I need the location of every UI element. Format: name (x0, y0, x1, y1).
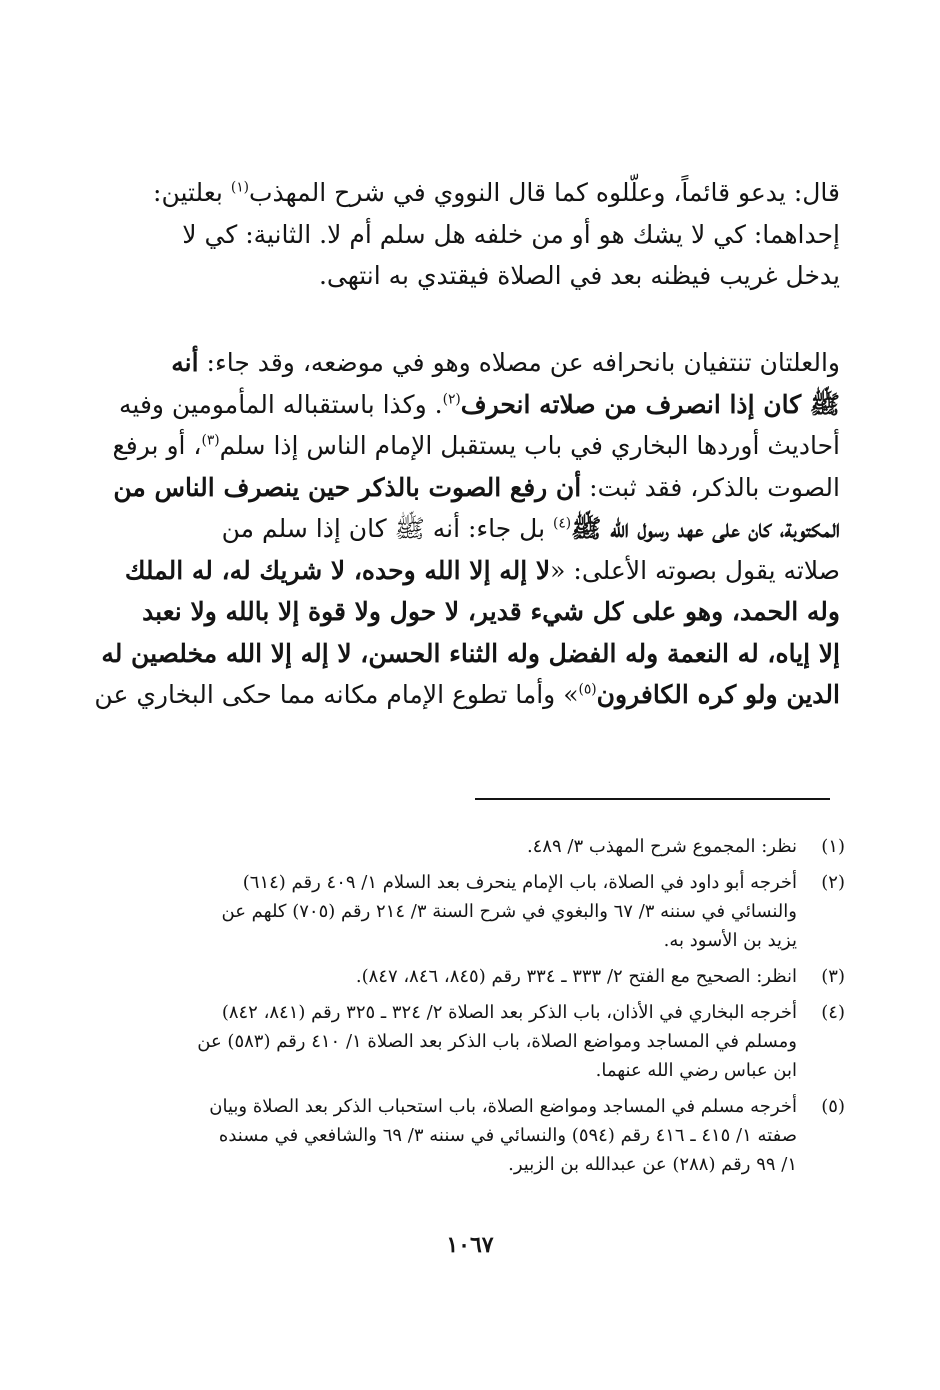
footnote-line: أخرجه مسلم في المساجد ومواضع الصلاة، باب استحباب الذكر بعد الصلاة وبيان (209, 1096, 797, 1117)
text-line (100, 342, 840, 384)
paragraph-1 (100, 172, 840, 297)
text-line: وله الحمد، وهو على كل شيء قدير، لا حول ولا قوة إلا بالله ولا نعبد (142, 597, 840, 626)
footnote-line: صفته ١/ ٤١٥ ـ ٤١٦ رقم (٥٩٤) والنسائي في سننه ٣/ ٦٩ والشافعي في مسنده (218, 1125, 797, 1146)
footnote-2 (100, 868, 845, 955)
text-span: قال: يدعو قائماً، وعلّلوه كما قال النووي في شرح المهذب (248, 178, 840, 207)
footnote-line: ابن عباس رضي الله عنهما. (595, 1060, 797, 1081)
footnote-ref-5: (٥) (578, 681, 597, 698)
bold-text: الدين ولو كره الكافرون (596, 680, 840, 709)
bold-text: أن رفع الصوت بالذكر حين ينصرف الناس من (113, 472, 582, 502)
footnote-number: (١) (821, 836, 845, 857)
text-line (94, 674, 840, 716)
text-line (100, 172, 840, 214)
page-number: ١٠٦٧ (446, 1232, 494, 1258)
footnote-line: انظر: الصحيح مع الفتح ٢/ ٣٣٣ ـ ٣٣٤ رقم (٨٤٥، ٨٤٦، ٨٤٧). (355, 966, 797, 987)
footnote-number: (٤) (821, 1002, 845, 1023)
text-span: بل جاء: أنه ﷺ كان إذا سلم من (221, 514, 554, 543)
text-span: أحاديث أوردها البخاري في باب يستقبل الإمام الناس إذا سلم (219, 431, 840, 460)
text-span: بعلتين: (153, 178, 231, 207)
footnote-ref-1: (١) (230, 179, 249, 196)
footnote-ref-3: (٣) (201, 432, 220, 449)
bold-text: ﷺ كان إذا انصرف من صلاته انحرف (460, 389, 840, 419)
footnote-5 (100, 1092, 845, 1179)
text-span: . وكذا باستقباله المأمومين وفيه (119, 389, 443, 419)
text-span: والعلتان تنتفيان بانحرافه عن مصلاه وهو في موضعه، وقد جاء: (198, 348, 840, 377)
footnote-1 (100, 832, 845, 861)
footnote-separator (475, 798, 830, 800)
footnote-number: (٢) (821, 872, 845, 893)
text-span: » وأما تطوع الإمام مكانه مما حكى البخاري عن (94, 680, 579, 709)
footnote-4 (100, 998, 845, 1085)
bold-text: المكتوبة، كان على عهد رسول الله ﷺ (571, 514, 840, 543)
footnote-ref-2: (٢) (442, 391, 461, 408)
footnote-ref-4: (٤) (553, 515, 572, 532)
footnote-line: ١/ ٩٩ رقم (٢٨٨) عن عبدالله بن الزبير. (508, 1154, 797, 1175)
text-span: صلاته يقول بصوته الأعلى: « (550, 555, 840, 585)
text-line (100, 508, 840, 550)
text-line (100, 384, 840, 426)
footnote-line: أخرجه أبو داود في الصلاة، باب الإمام ينحرف بعد السلام ١/ ٤٠٩ رقم (٦١٤) (242, 872, 797, 893)
footnote-number: (٥) (821, 1096, 845, 1117)
bold-text: لا إله إلا الله وحده، لا شريك له، له الملك (124, 555, 551, 585)
footnote-line: والنسائي في سننه ٣/ ٦٧ والبغوي في شرح السنة ٣/ ٢١٤ رقم (٧٠٥) كلهم عن (221, 901, 797, 922)
text-line (100, 467, 840, 509)
footnote-3 (100, 962, 845, 991)
text-line: يدخل غريب فيظنه بعد في الصلاة فيقتدي به انتهى. (318, 261, 840, 290)
text-line (100, 425, 840, 467)
text-span: الصوت بالذكر، فقد ثبت: (581, 472, 840, 502)
bold-text: أنه (171, 348, 199, 377)
footnote-line: نظر: المجموع شرح المهذب ٣/ ٤٨٩. (526, 836, 797, 857)
text-line (100, 550, 840, 592)
text-line: إحداهما: كي لا يشك هو أو من خلفه هل سلم أم لا. الثانية: كي لا (182, 219, 840, 249)
paragraph-2 (94, 342, 840, 716)
footnote-line: ومسلم في المساجد ومواضع الصلاة، باب الذكر بعد الصلاة ١/ ٤١٠ رقم (٥٨٣) عن (197, 1031, 797, 1052)
footnote-line: أخرجه البخاري في الأذان، باب الذكر بعد الصلاة ٢/ ٣٢٤ ـ ٣٢٥ رقم (٨٤١، ٨٤٢) (221, 1002, 797, 1023)
footnote-number: (٣) (821, 966, 845, 987)
text-line: إلا إياه، له النعمة وله الفضل وله الثناء الحسن، لا إله إلا الله مخلصين له (101, 638, 840, 668)
text-span: ، أو برفع (112, 431, 202, 460)
footnotes (100, 832, 845, 1186)
footnote-line: يزيد بن الأسود به. (663, 930, 797, 951)
